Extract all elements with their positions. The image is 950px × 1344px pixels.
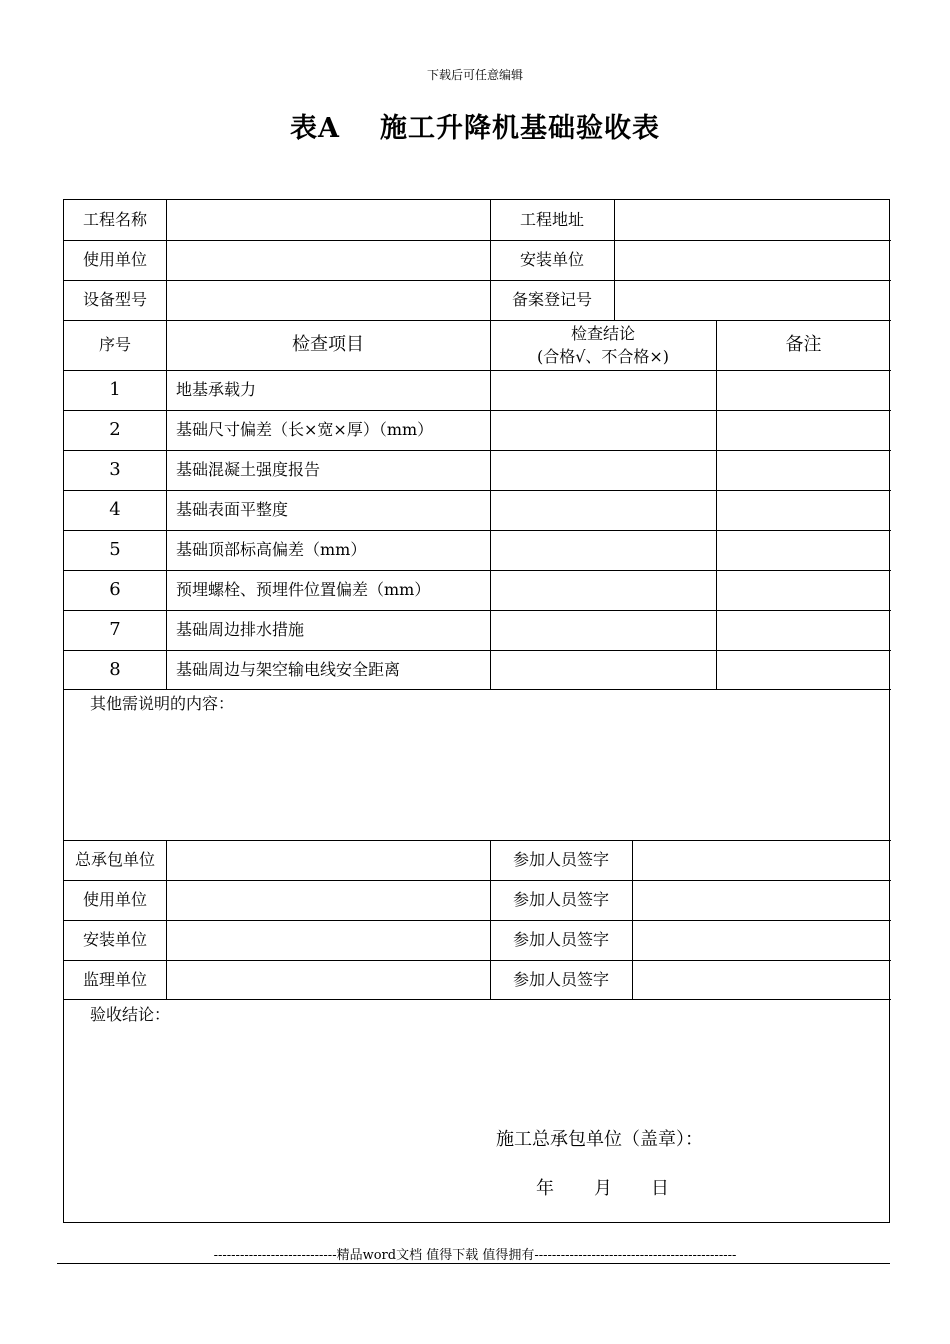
header-remark: 备注 [785, 334, 822, 355]
sign-unit-label: 监理单位 [82, 969, 147, 989]
item-name: 基础表面平整度 [176, 500, 289, 519]
item-no: 7 [109, 619, 121, 640]
label-equipment-model: 设备型号 [82, 290, 147, 309]
label-project-address: 工程地址 [519, 210, 584, 229]
label-registration-no: 备案登记号 [511, 290, 592, 309]
contractor-stamp-label: 施工总承包单位（盖章）： [496, 1129, 703, 1150]
sign-label: 参加人员签字 [512, 890, 609, 909]
date-month: 月 [594, 1178, 612, 1199]
item-name: 基础顶部标高偏差（mm） [176, 540, 367, 559]
footer-text: ----------------------------精品word文档 值得下载 值得拥有---------------------------------------------- [213, 1248, 737, 1263]
other-notes-label: 其他需说明的内容： [90, 694, 235, 713]
sign-unit-label: 安装单位 [82, 930, 147, 949]
item-no: 3 [109, 459, 121, 480]
item-name: 基础尺寸偏差（长×宽×厚）（mm） [176, 420, 434, 439]
label-install-unit: 安装单位 [519, 250, 584, 269]
item-name: 地基承载力 [176, 380, 257, 399]
header-check-result [490, 320, 716, 370]
header-result-line2: (合格√、不合格×) [536, 347, 670, 366]
sign-label: 参加人员签字 [512, 850, 609, 869]
item-no: 2 [109, 419, 121, 440]
item-no: 1 [109, 379, 121, 400]
item-name: 基础混凝土强度报告 [176, 460, 321, 479]
label-user-unit: 使用单位 [82, 250, 147, 269]
item-name: 基础周边与架空输电线安全距离 [176, 659, 401, 679]
footer-divider [57, 1263, 890, 1264]
sign-label: 参加人员签字 [512, 930, 609, 949]
header-no: 序号 [98, 335, 131, 354]
date-year: 年 [536, 1178, 554, 1199]
item-name: 预埋螺栓、预埋件位置偏差（mm） [176, 580, 431, 599]
sign-unit-label: 使用单位 [82, 890, 147, 909]
sign-label: 参加人员签字 [512, 969, 609, 989]
acceptance-form-table [63, 199, 890, 1223]
header-note: 下载后可任意编辑 [426, 68, 523, 82]
title-prefix: 表A [290, 113, 340, 144]
item-no: 4 [109, 499, 121, 520]
label-project-name: 工程名称 [82, 210, 147, 229]
page-title [0, 106, 950, 145]
item-no: 6 [109, 579, 121, 600]
item-no: 5 [109, 539, 121, 560]
title-main: 施工升降机基础验收表 [379, 113, 660, 144]
date-day: 日 [651, 1178, 669, 1199]
item-no: 8 [109, 658, 121, 680]
sign-unit-label: 总承包单位 [74, 850, 155, 869]
header-check-item: 检查项目 [292, 334, 364, 355]
item-name: 基础周边排水措施 [176, 620, 305, 639]
conclusion-label: 验收结论： [90, 1005, 171, 1024]
header-result-line1: 检查结论 [570, 324, 635, 343]
